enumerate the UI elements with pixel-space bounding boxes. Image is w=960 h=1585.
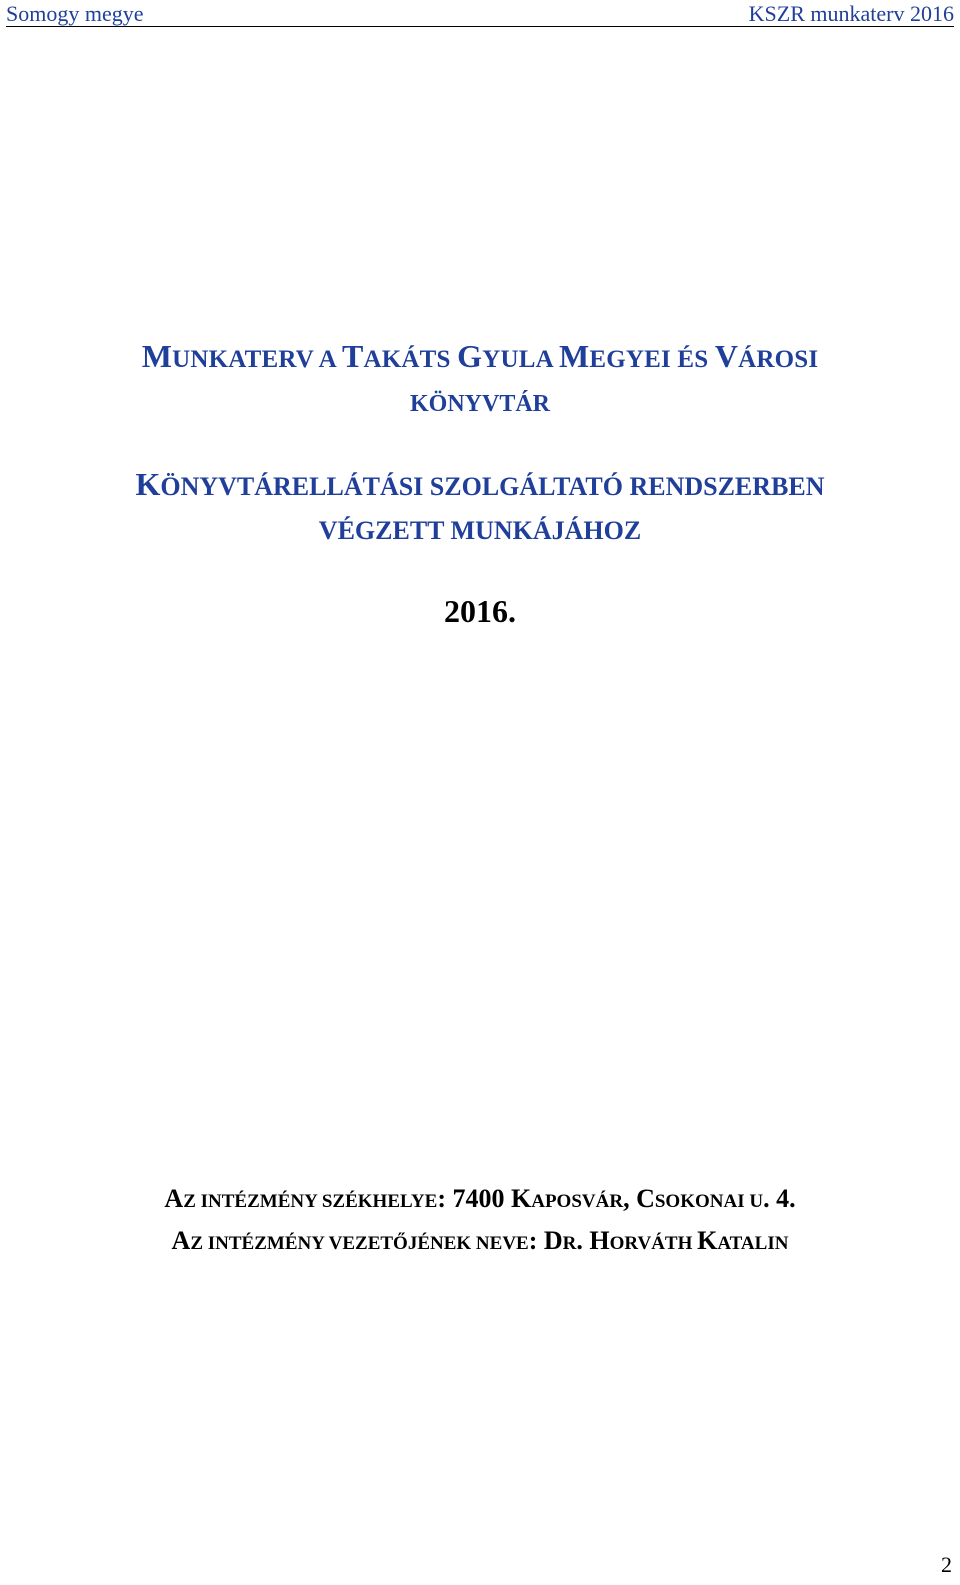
info-smallcaps: SOKONAI U [654,1191,764,1212]
title-line-4: VÉGZETT MUNKÁJÁHOZ [318,516,642,545]
info-text: . [576,1226,590,1255]
info-text: : [528,1226,544,1255]
page-number: 2 [941,1552,952,1577]
title-smallcaps: YULA [482,346,559,373]
title-cap: M [558,338,590,374]
info-text: : 7400 [437,1184,511,1213]
title-line-1 [0,336,960,380]
page-header [6,2,954,27]
info-text: , [623,1184,637,1213]
title-cap: M [141,338,173,374]
header-county: Somogy megye [6,1,144,26]
title-block [0,336,960,631]
info-smallcaps: Z INTÉZMÉNY SZÉKHELYE [183,1191,438,1212]
title-smallcaps: ÖNYVTÁRELLÁTÁSI SZOLGÁLTATÓ RENDSZERBEN [160,472,825,501]
title-cap: K [135,466,161,502]
info-smallcaps: R [562,1233,577,1254]
title-smallcaps: EGYEI ÉS [589,346,715,373]
institution-seat [0,1180,960,1222]
info-cap: H [589,1226,610,1255]
info-cap: A [171,1226,191,1255]
info-smallcaps: ATALIN [717,1233,789,1254]
header-document-title: KSZR munkaterv 2016 [748,1,954,26]
info-cap: D [543,1226,563,1255]
plan-year: 2016. [444,593,516,629]
info-cap: A [164,1184,184,1213]
title-cap: T [341,338,364,374]
info-cap: C [636,1184,655,1213]
title-line-2: KÖNYVTÁR [409,391,550,417]
title-cap: V [714,338,739,374]
title-line-3 [0,464,960,507]
institution-info [0,1180,960,1264]
info-smallcaps: ORVÁTH [609,1233,698,1254]
institution-leader [0,1222,960,1264]
info-cap: K [511,1184,532,1213]
title-smallcaps: ÁROSI [738,346,819,373]
info-smallcaps: APOSVÁR [531,1191,624,1212]
title-smallcaps: UNKATERV A [172,346,342,373]
title-cap: G [457,338,483,374]
title-smallcaps: AKÁTS [363,346,458,373]
info-smallcaps: Z INTÉZMÉNY VEZETŐJÉNEK NEVE [190,1233,529,1254]
info-text: . 4. [763,1184,796,1213]
info-cap: K [697,1226,718,1255]
